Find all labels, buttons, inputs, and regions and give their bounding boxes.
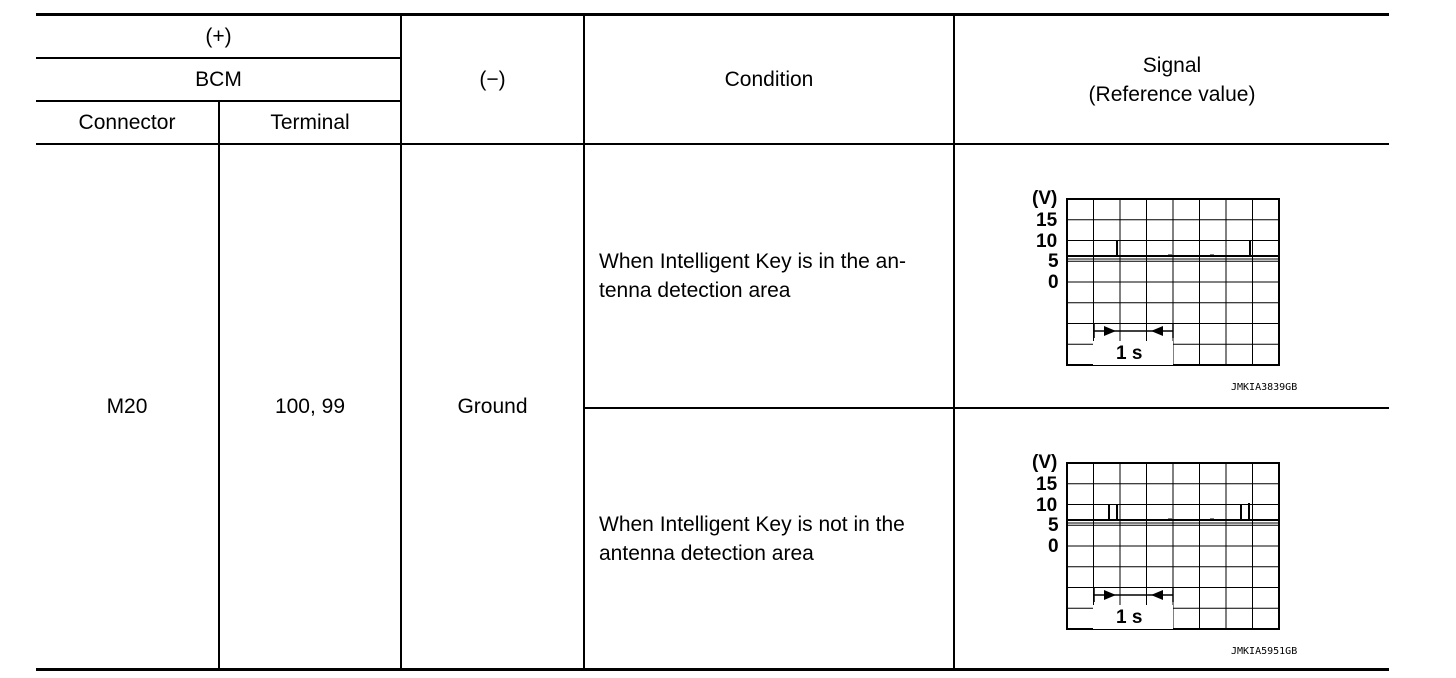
time-scale-label: 1 s [1116, 607, 1143, 628]
y-tick-5: 5 [1048, 515, 1059, 536]
waveform-svg [1020, 184, 1340, 399]
y-tick-10: 10 [1036, 495, 1058, 516]
y-tick-10: 10 [1036, 231, 1058, 252]
scope-grid [1067, 463, 1279, 629]
row-terminal: 100, 99 [274, 395, 346, 418]
figure-code: JMKIA5951GB [1231, 646, 1298, 657]
header-condition: Condition [724, 68, 814, 91]
condition-in-area [599, 145, 949, 407]
condition-in-area-line2: tenna detection area [599, 279, 791, 302]
header-connector: Connector [78, 111, 176, 134]
row-connector: M20 [106, 395, 148, 418]
condition-in-area-line1: When Intelligent Key is in the an- [599, 250, 907, 273]
time-scale-label: 1 s [1116, 343, 1143, 364]
header-signal-line2: (Reference value) [1088, 82, 1256, 106]
y-tick-0: 0 [1048, 272, 1059, 293]
y-unit-label: (V) [1032, 452, 1058, 473]
header-plus: (+) [205, 25, 232, 48]
signal-waveform-not-in-area [1020, 448, 1340, 663]
y-tick-5: 5 [1048, 251, 1059, 272]
table-bottom-rule [36, 668, 1389, 671]
y-unit-label: (V) [1032, 188, 1058, 209]
condition-not-in-area [599, 409, 949, 668]
y-tick-15: 15 [1036, 474, 1058, 495]
figure-code: JMKIA3839GB [1231, 382, 1298, 393]
header-signal-line1: Signal [1142, 53, 1202, 77]
header-minus: (−) [479, 68, 506, 91]
header-terminal: Terminal [270, 111, 350, 134]
y-tick-15: 15 [1036, 210, 1058, 231]
time-scale-marker [1084, 323, 1173, 365]
waveform-svg [1020, 448, 1340, 663]
scope-grid [1067, 199, 1279, 365]
header-signal [955, 16, 1389, 143]
time-scale-marker [1093, 587, 1173, 629]
row-minus: Ground [457, 395, 528, 418]
condition-not-in-area-line2: antenna detection area [599, 541, 814, 565]
signal-waveform-in-area [1020, 184, 1340, 399]
y-tick-0: 0 [1048, 536, 1059, 557]
header-bcm: BCM [195, 68, 242, 91]
condition-not-in-area-line1: When Intelligent Key is not in the [599, 512, 905, 536]
